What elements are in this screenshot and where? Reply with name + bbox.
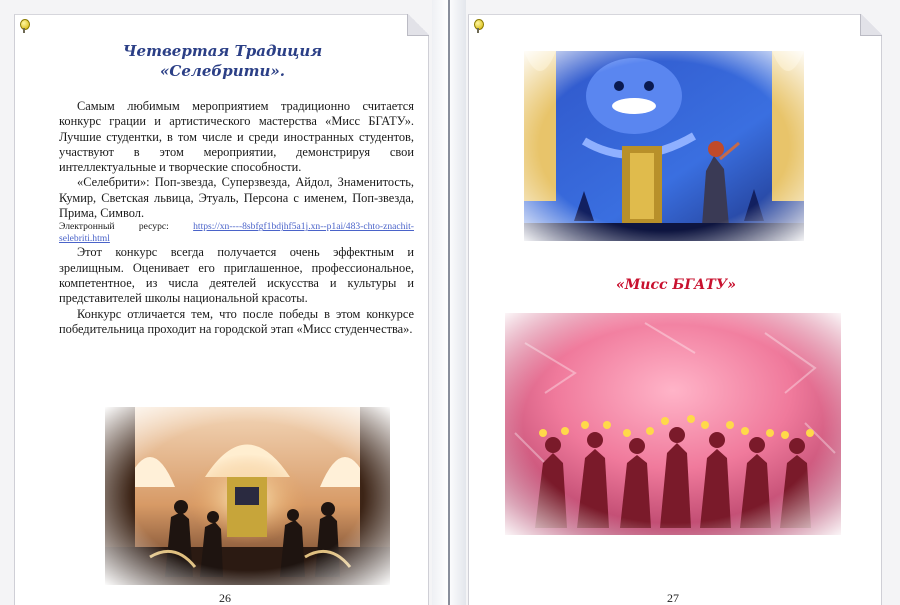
paragraph-1: Самым любимым мероприятием традиционно считается конкурс грации и артистического мастерства «Мисс БГАТУ». Лучшие студентки, в том числе и среди иностранных студентов, участвуют в этом мероприятии, демонстрируя свои интеллектуальные и творческие способности. [59,99,414,175]
photo-stage-arches [105,407,390,585]
photo-genie-stage [524,51,804,241]
page-corner-fold-icon [860,14,882,36]
page-left [14,14,429,605]
page-number-left: 26 [219,591,231,605]
article-text [59,99,414,337]
resource-label: Электронный ресурс: [59,221,169,233]
paragraph-4: Конкурс отличается тем, что после победы в этом конкурсе победительница проходит на городской этап «Мисс студенчества». [59,306,414,336]
page-corner-fold-icon [407,14,429,36]
pushpin-icon [19,19,29,33]
photo-caption: «Мисс БГАТУ» [616,277,736,293]
title-line-1: Четвертая Традиция [122,42,323,60]
resource-link[interactable]: https://xn----8sbfgf1bdjhf5a1j.xn--p1ai/483-chto-znachit-selebriti.html [59,221,414,245]
page-title [15,41,430,81]
page-gutter [448,0,450,605]
paragraph-2: «Селебрити»: Поп-звезда, Суперзвезда, Айдол, Знаменитость, Кумир, Светская львица, Этуаль, Персона с именем, Поп-звезда, Прима, Символ. [59,175,414,221]
paragraph-3: Этот конкурс всегда получается очень эффектным и зрелищным. Оценивает его приглашенное, профессиональное, компетентное, из числа деятелей искусства и культуры и представителей школы национальной красоты. [59,245,414,306]
photo-dancers [505,313,841,535]
pushpin-icon [473,19,483,33]
page-right [468,14,882,605]
title-line-2: «Селебрити». [160,62,285,80]
resource-line [59,221,414,245]
page-number-right: 27 [667,591,679,605]
